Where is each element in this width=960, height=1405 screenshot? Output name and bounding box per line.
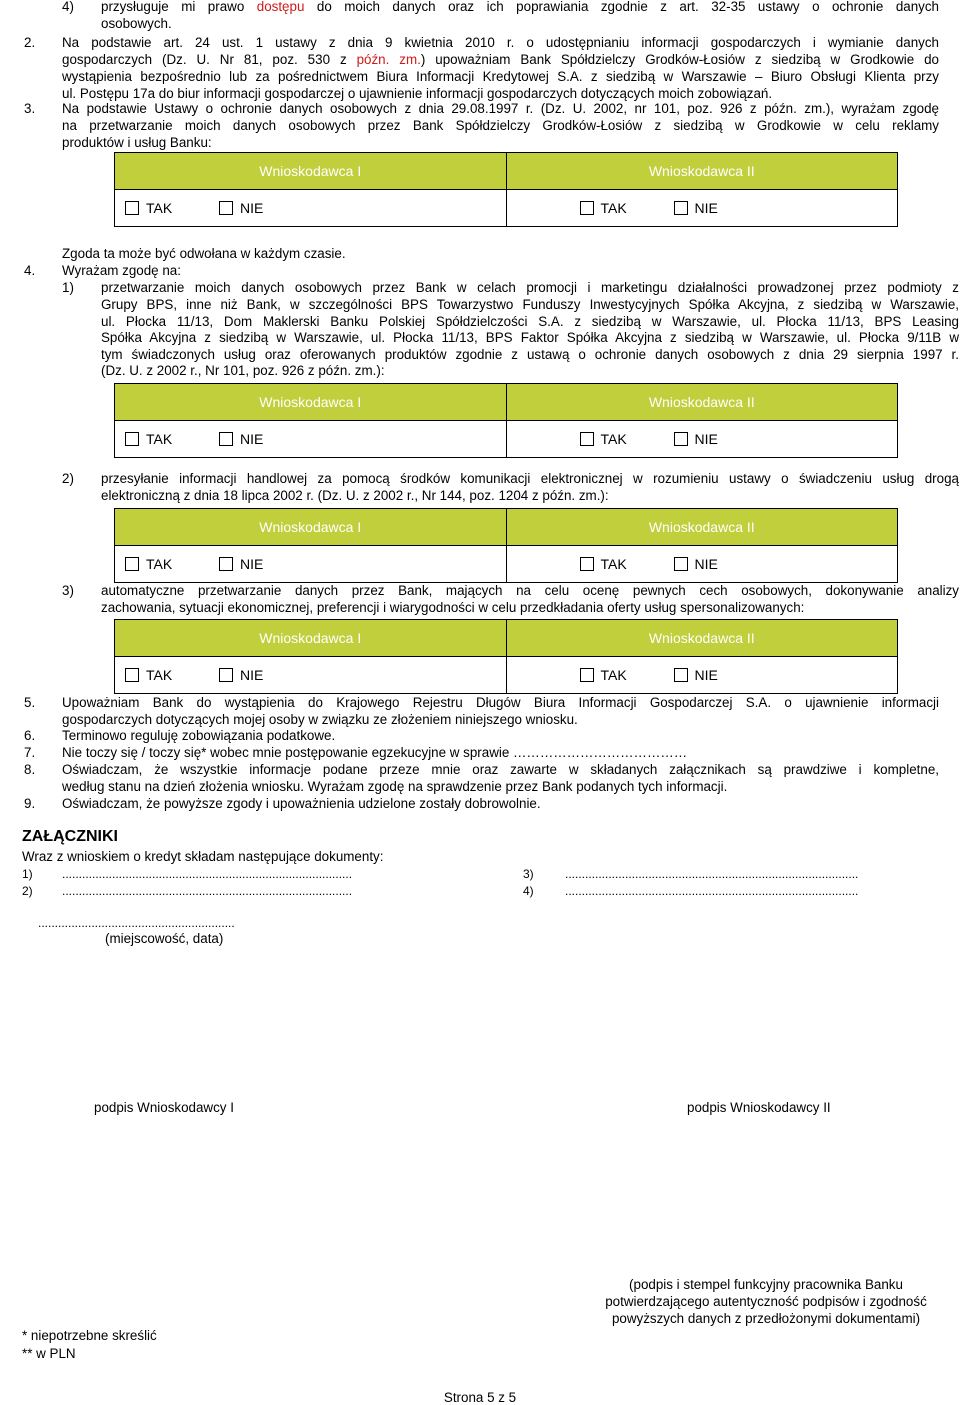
applicant-1-header: Wnioskodawca I xyxy=(115,509,507,546)
s1-line-3: ul. Płocka 11/13, Dom Maklerski Banku Polskiej Spółdzielczości S.A. z siedzibą w Warszawie, ul. Płocka 11/13, BPS Leasing xyxy=(101,314,959,329)
applicant-1-header: Wnioskodawca I xyxy=(115,153,507,190)
attachment-4-dots: ........................................................................................ xyxy=(565,884,859,898)
s2-line-1: przesyłanie informacji handlowej za pomocą środków komunikacji elektronicznej w rozumieniu ustawy o świadczeniu usług drogą xyxy=(101,471,959,486)
attachment-4-number: 4) xyxy=(523,884,534,898)
p3-line-3: produktów i usług Banku: xyxy=(62,135,212,150)
p3-line-2: na przetwarzanie moich danych osobowych przez Bank Spółdzielczy Grodków-Łosiów z siedzibą w Grodkowie w celu reklamy xyxy=(62,118,939,133)
applicant-2-header: Wnioskodawca II xyxy=(506,620,898,657)
checkbox-icon[interactable] xyxy=(219,668,233,682)
nie-checkbox-2[interactable] xyxy=(674,200,718,217)
tak-label: TAK xyxy=(600,431,627,447)
tak-label: TAK xyxy=(600,200,627,216)
checkbox-icon[interactable] xyxy=(674,432,688,446)
s1-number: 1) xyxy=(62,280,74,295)
attachment-3-dots: ........................................................................................ xyxy=(565,867,859,881)
p4-text-red: dostępu xyxy=(256,0,305,14)
tak-checkbox-1[interactable] xyxy=(125,667,172,684)
nie-checkbox-2[interactable] xyxy=(674,431,718,448)
s3-line-1: automatyczne przetwarzanie danych przez Bank, mających na celu ocenę pewnych cech osobowych, dokonywanie analizy xyxy=(101,583,959,598)
nie-checkbox-1[interactable] xyxy=(219,667,263,684)
applicant-2-options xyxy=(506,190,898,227)
tak-checkbox-1[interactable] xyxy=(125,431,172,448)
s1-line-2: Grupy BPS, inne niż Bank, w szczególności BPS Towarzystwo Funduszy Inwestycyjnych Spółka Akcyjna, z siedzibą w Warszawie, xyxy=(101,297,959,312)
checkbox-icon[interactable] xyxy=(125,432,139,446)
signature-applicant-2: podpis Wnioskodawcy II xyxy=(687,1100,831,1115)
p7-number: 7. xyxy=(24,745,36,760)
bank-signature-line-1: (podpis i stempel funkcyjny pracownika Banku xyxy=(629,1277,903,1292)
consent-table-group-marketing xyxy=(114,383,898,458)
checkbox-icon[interactable] xyxy=(125,201,139,215)
tak-checkbox-2[interactable] xyxy=(580,431,627,448)
applicant-2-header: Wnioskodawca II xyxy=(506,153,898,190)
tak-checkbox-1[interactable] xyxy=(125,556,172,573)
tak-checkbox-2[interactable] xyxy=(580,556,627,573)
p2-text-b: ) upoważniam Bank Spółdzielczy Grodków-Łosiów z siedzibą w Grodkowie do xyxy=(420,52,939,67)
tak-checkbox-1[interactable] xyxy=(125,200,172,217)
applicant-1-options xyxy=(115,657,507,694)
p2-line-3: wystąpienia bezpośrednio lub za pośrednictwem Biura Informacji Kredytowej S.A. z siedzibą w Warszawie – Biuro Obsługi Klienta przy xyxy=(62,69,939,84)
checkbox-icon[interactable] xyxy=(580,432,594,446)
checkbox-icon[interactable] xyxy=(580,201,594,215)
p8-number: 8. xyxy=(24,762,36,777)
p8-line-2: według stanu na dzień złożenia wniosku. Wyrażam zgodę na sprawdzenie przez Bank podanych tych informacji. xyxy=(62,779,728,794)
p8-line-1: Oświadczam, że wszystkie informacje podane przeze mnie oraz zawarte w składanych załącznikach są prawdziwe i kompletne, xyxy=(62,762,939,777)
p3-number: 3. xyxy=(24,101,36,116)
p2-text-red: późn. zm. xyxy=(356,52,421,67)
tak-label: TAK xyxy=(146,200,173,216)
p4-text-a: przysługuje mi prawo xyxy=(101,0,257,14)
applicant-1-options xyxy=(115,421,507,458)
s2-line-2: elektroniczną z dnia 18 lipca 2002 r. (Dz. U. z 2002 r., Nr 144, poz. 1204 z późn. zm.): xyxy=(101,488,609,503)
bank-signature-line-2: potwierdzającego autentyczność podpisów i zgodność xyxy=(605,1294,927,1309)
consent-table-profiling xyxy=(114,619,898,694)
p2-line-2 xyxy=(62,52,939,69)
s1-line-5: tym świadczonych usług oraz oferowanych produktów zgodnie z ustawą o ochronie danych osobowych z dnia 29 sierpnia 1997 r. xyxy=(101,347,959,362)
applicant-1-header: Wnioskodawca I xyxy=(115,384,507,421)
attachments-intro: Wraz z wnioskiem o kredyt składam następujące dokumenty: xyxy=(22,849,384,864)
consent-table-electronic xyxy=(114,508,898,583)
signature-applicant-1: podpis Wnioskodawcy I xyxy=(94,1100,234,1115)
checkbox-icon[interactable] xyxy=(674,557,688,571)
p5-line-1: Upoważniam Bank do wystąpienia do Krajowego Rejestru Długów Biura Informacji Gospodarczej S.A. o ujawnienie informacji xyxy=(62,695,939,710)
nie-label: NIE xyxy=(694,200,718,216)
checkbox-icon[interactable] xyxy=(125,668,139,682)
p7-text: Nie toczy się / toczy się* wobec mnie postępowanie egzekucyjne w sprawie ………………………………… xyxy=(62,745,688,760)
nie-label: NIE xyxy=(240,431,264,447)
p9-text: Oświadczam, że powyższe zgody i upoważnienia udzielone zostały dobrowolnie. xyxy=(62,796,541,811)
p4main-line-1: Wyrażam zgodę na: xyxy=(62,263,181,278)
applicant-2-options xyxy=(506,657,898,694)
p9-number: 9. xyxy=(24,796,36,811)
nie-label: NIE xyxy=(240,556,264,572)
applicant-1-options xyxy=(115,546,507,583)
s1-line-1: przetwarzanie moich danych osobowych przez Bank w celach promocji i marketingu działalności prowadzonej przez podmioty z xyxy=(101,280,959,295)
nie-label: NIE xyxy=(240,667,264,683)
nie-label: NIE xyxy=(694,556,718,572)
s3-line-2: zachowania, sytuacji ekonomicznej, preferencji i wiarygodności w celu przedkładania oferty usług spersonalizowanych: xyxy=(101,600,805,615)
tak-checkbox-2[interactable] xyxy=(580,667,627,684)
p4-line-2: osobowych. xyxy=(101,16,172,31)
p4-line-1 xyxy=(101,0,939,16)
page-number: Strona 5 z 5 xyxy=(443,1390,517,1405)
attachment-1-dots: ....................................................................................... xyxy=(62,867,353,881)
s1-line-6: (Dz. U. z 2002 r., Nr 101, poz. 926 z późn. zm.): xyxy=(101,363,385,378)
p2-text-a: gospodarczych (Dz. U. Nr 81, poz. 530 z xyxy=(62,52,357,67)
attachments-title: ZAŁĄCZNIKI xyxy=(22,828,118,845)
s2-number: 2) xyxy=(62,471,74,486)
p3-note: Zgoda ta może być odwołana w każdym czasie. xyxy=(62,246,346,261)
checkbox-icon[interactable] xyxy=(219,201,233,215)
checkbox-icon[interactable] xyxy=(674,201,688,215)
nie-checkbox-1[interactable] xyxy=(219,431,263,448)
p2-number: 2. xyxy=(24,35,36,50)
p2-line-4: ul. Postępu 17a do biur informacji gospodarczej o ujawnienie informacji gospodarczych dotyczących moich zobowiązań. xyxy=(62,86,773,101)
place-date-label: (miejscowość, data) xyxy=(105,931,224,946)
checkbox-icon[interactable] xyxy=(219,432,233,446)
tak-label: TAK xyxy=(146,556,173,572)
applicant-2-header: Wnioskodawca II xyxy=(506,509,898,546)
p4main-number: 4. xyxy=(24,263,36,278)
p6-text: Terminowo reguluję zobowiązania podatkowe. xyxy=(62,728,336,743)
p5-line-2: gospodarczych dotyczących mojej osoby w związku ze złożeniem niniejszego wniosku. xyxy=(62,712,578,727)
s3-number: 3) xyxy=(62,583,74,598)
nie-label: NIE xyxy=(694,667,718,683)
attachment-2-dots: ....................................................................................... xyxy=(62,884,353,898)
consent-table-marketing xyxy=(114,152,898,227)
checkbox-icon[interactable] xyxy=(580,557,594,571)
tak-checkbox-2[interactable] xyxy=(580,200,627,217)
p5-number: 5. xyxy=(24,695,36,710)
checkbox-icon[interactable] xyxy=(674,668,688,682)
p4-text-b: do moich danych oraz ich poprawiania zgodnie z art. 32-35 ustawy o ochronie danych xyxy=(304,0,940,14)
attachment-2-number: 2) xyxy=(22,884,33,898)
checkbox-icon[interactable] xyxy=(219,557,233,571)
attachment-3-number: 3) xyxy=(523,867,534,881)
applicant-2-header: Wnioskodawca II xyxy=(506,384,898,421)
tak-label: TAK xyxy=(146,431,173,447)
bank-signature-line-3: powyższych danych z przedłożonymi dokumentami) xyxy=(611,1311,921,1326)
tak-label: TAK xyxy=(600,556,627,572)
attachment-1-number: 1) xyxy=(22,867,33,881)
applicant-1-header: Wnioskodawca I xyxy=(115,620,507,657)
nie-label: NIE xyxy=(240,200,264,216)
footnote-1: * niepotrzebne skreślić xyxy=(22,1328,157,1343)
applicant-2-options xyxy=(506,546,898,583)
p4-number: 4) xyxy=(62,0,74,14)
place-date-dots: ........................................................... xyxy=(38,916,235,930)
applicant-1-options xyxy=(115,190,507,227)
checkbox-icon[interactable] xyxy=(580,668,594,682)
footnote-2: ** w PLN xyxy=(22,1346,76,1361)
nie-label: NIE xyxy=(694,431,718,447)
tak-label: TAK xyxy=(146,667,173,683)
p2-line-1: Na podstawie art. 24 ust. 1 ustawy z dnia 9 kwietnia 2010 r. o udostępnianiu informacji gospodarczych i wymianie danych xyxy=(62,35,939,50)
nie-checkbox-1[interactable] xyxy=(219,556,263,573)
nie-checkbox-2[interactable] xyxy=(674,556,718,573)
applicant-2-options xyxy=(506,421,898,458)
checkbox-icon[interactable] xyxy=(125,557,139,571)
p6-number: 6. xyxy=(24,728,36,743)
s1-line-4: Spółka Akcyjna z siedzibą w Warszawie, ul. Płocka 11/13, BPS Faktor Spółka Akcyjna z siedzibą w Warszawie, ul. Płocka 9/11B w xyxy=(101,330,959,345)
nie-checkbox-2[interactable] xyxy=(674,667,718,684)
tak-label: TAK xyxy=(600,667,627,683)
p3-line-1: Na podstawie Ustawy o ochronie danych osobowych z dnia 29.08.1997 r. (Dz. U. 2002, nr 101, poz. 926 z późn. zm.), wyrażam zgodę xyxy=(62,101,939,116)
nie-checkbox-1[interactable] xyxy=(219,200,263,217)
